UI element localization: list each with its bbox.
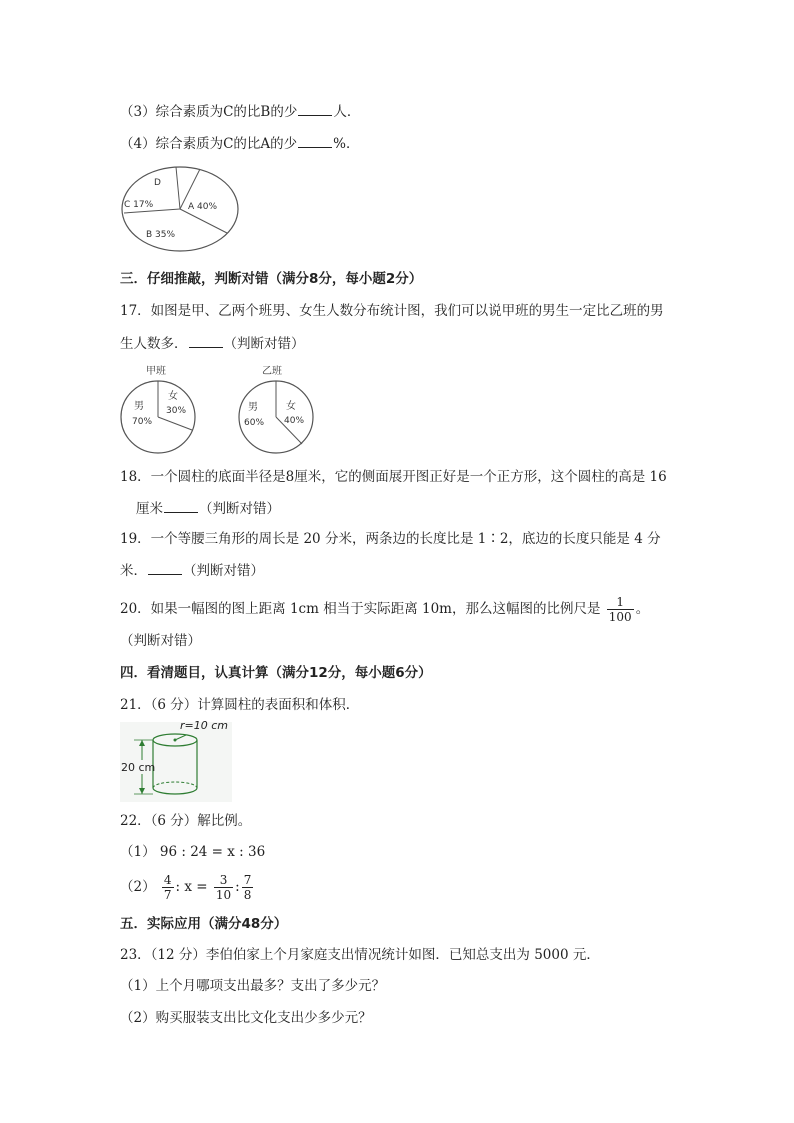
fraction-denominator: 10 [215, 888, 232, 902]
section-4-title: 四．看清题目，认真计算（满分12分，每小题6分） [120, 665, 432, 681]
section-3-title: 三．仔细推敲，判断对错（满分8分，每小题2分） [120, 271, 423, 287]
fraction-denominator: 100 [608, 610, 632, 624]
section-5-title: 五．实际应用（满分48分） [120, 916, 288, 932]
pie-jia-male: 男 [134, 401, 144, 412]
q17-line2 [120, 333, 305, 354]
pie-jia-title: 甲班 [146, 366, 166, 377]
fraction-3-10 [214, 873, 233, 902]
pie-label-b: B 35% [146, 230, 176, 240]
answer-blank[interactable] [298, 133, 332, 148]
q22-sub2-mid: : x = [175, 879, 208, 895]
fraction-denominator: 7 [163, 888, 172, 902]
answer-blank[interactable] [148, 560, 182, 575]
q22-sub2-prefix: （2） [120, 879, 156, 895]
pie-jia-male-pct: 70% [132, 417, 153, 427]
q20-fraction [607, 595, 634, 624]
q20-line1 [120, 594, 649, 624]
pie-label-d: D [154, 178, 161, 188]
q16-sub4-text: （4）综合素质为C的比A的少 [120, 136, 298, 152]
pie-divider [176, 167, 180, 209]
q16-sub3 [120, 101, 360, 122]
pie-yi-male: 男 [248, 402, 258, 413]
q16-pie-chart [118, 163, 244, 255]
fraction-numerator: 7 [243, 873, 252, 887]
pie-jia-female: 女 [168, 391, 178, 402]
q22-sub1: （1） 96 : 24 = x : 36 [120, 844, 266, 860]
q16-sub4-end: %． [333, 136, 360, 152]
center-dot [174, 739, 177, 742]
pie-yi-title: 乙班 [262, 366, 282, 377]
q23-text: 23．（12 分）李伯伯家上个月家庭支出情况统计如图．已知总支出为 5000 元． [120, 947, 600, 963]
q16-sub4 [120, 133, 360, 154]
q17-pie-jia [116, 362, 200, 458]
q21-text: 21．（6 分）计算圆柱的表面积和体积． [120, 697, 360, 713]
q19-line2-text: 米． [120, 563, 147, 579]
pie-yi-female: 女 [286, 401, 296, 412]
q16-sub3-text: （3）综合素质为C的比B的少 [120, 104, 298, 120]
q16-sub3-end: 人． [333, 104, 361, 120]
q17-judge: （判断对错） [223, 336, 305, 352]
q22-text: 22．（6 分）解比例。 [120, 813, 252, 829]
q23-sub1: （1）上个月哪项支出最多？支出了多少元？ [120, 978, 386, 994]
answer-blank[interactable] [298, 101, 332, 116]
pie-jia-female-pct: 30% [166, 406, 187, 416]
fraction-4-7 [162, 873, 174, 902]
answer-blank[interactable] [189, 333, 223, 348]
q17-line2-text: 生人数多． [120, 336, 188, 352]
q19-judge: （判断对错） [183, 563, 264, 579]
radius-label: r=10 cm [180, 719, 228, 732]
pie-yi-male-pct: 60% [244, 418, 265, 428]
fraction-denominator: 8 [243, 888, 252, 902]
q23-sub2: （2）购买服装支出比文化支出少多少元？ [120, 1010, 372, 1026]
pie-yi-female-pct: 40% [284, 416, 305, 426]
pie-label-a: A 40% [188, 202, 218, 212]
q20-end: 。 [635, 601, 650, 617]
q18-line1: 18．一个圆柱的底面半径是8厘米，它的侧面展开图正好是一个正方形，这个圆柱的高是 16 [120, 469, 667, 485]
fraction-7-8 [242, 873, 254, 902]
q18-judge: （判断对错） [199, 501, 280, 517]
pie-label-c: C 17% [124, 200, 154, 210]
q18-line2 [136, 498, 280, 519]
height-label: 20 cm [121, 761, 156, 774]
fraction-numerator: 4 [163, 873, 172, 887]
fraction-numerator: 3 [214, 873, 233, 888]
q21-cylinder-figure [120, 718, 232, 802]
q19-line2 [120, 560, 264, 581]
q22-sub2: （2） $\frac{4}{7}$ : x = $\frac{3}{10}$ : $\frac{7}{8}$ [120, 873, 252, 902]
q20-text: 20．如果一幅图的图上距离 1cm 相当于实际距离 10m，那么这幅图的比例尺是 [120, 601, 601, 617]
q19-line1: 19．一个等腰三角形的周长是 20 分米，两条边的长度比是 1∶2，底边的长度只能是 4 分 [120, 531, 661, 547]
pie-divider [158, 417, 192, 430]
q17-line1: 17．如图是甲、乙两个班男、女生人数分布统计图，我们可以说甲班的男生一定比乙班的男 [120, 303, 664, 319]
fraction-numerator: 1 [607, 595, 634, 610]
q17-pie-yi [234, 362, 318, 458]
q18-line2-text: 厘米 [136, 501, 163, 517]
answer-blank[interactable] [164, 498, 198, 513]
q20-judge-text: （判断对错） [120, 633, 201, 649]
q20-judge [120, 631, 201, 651]
pie-divider [180, 209, 227, 233]
